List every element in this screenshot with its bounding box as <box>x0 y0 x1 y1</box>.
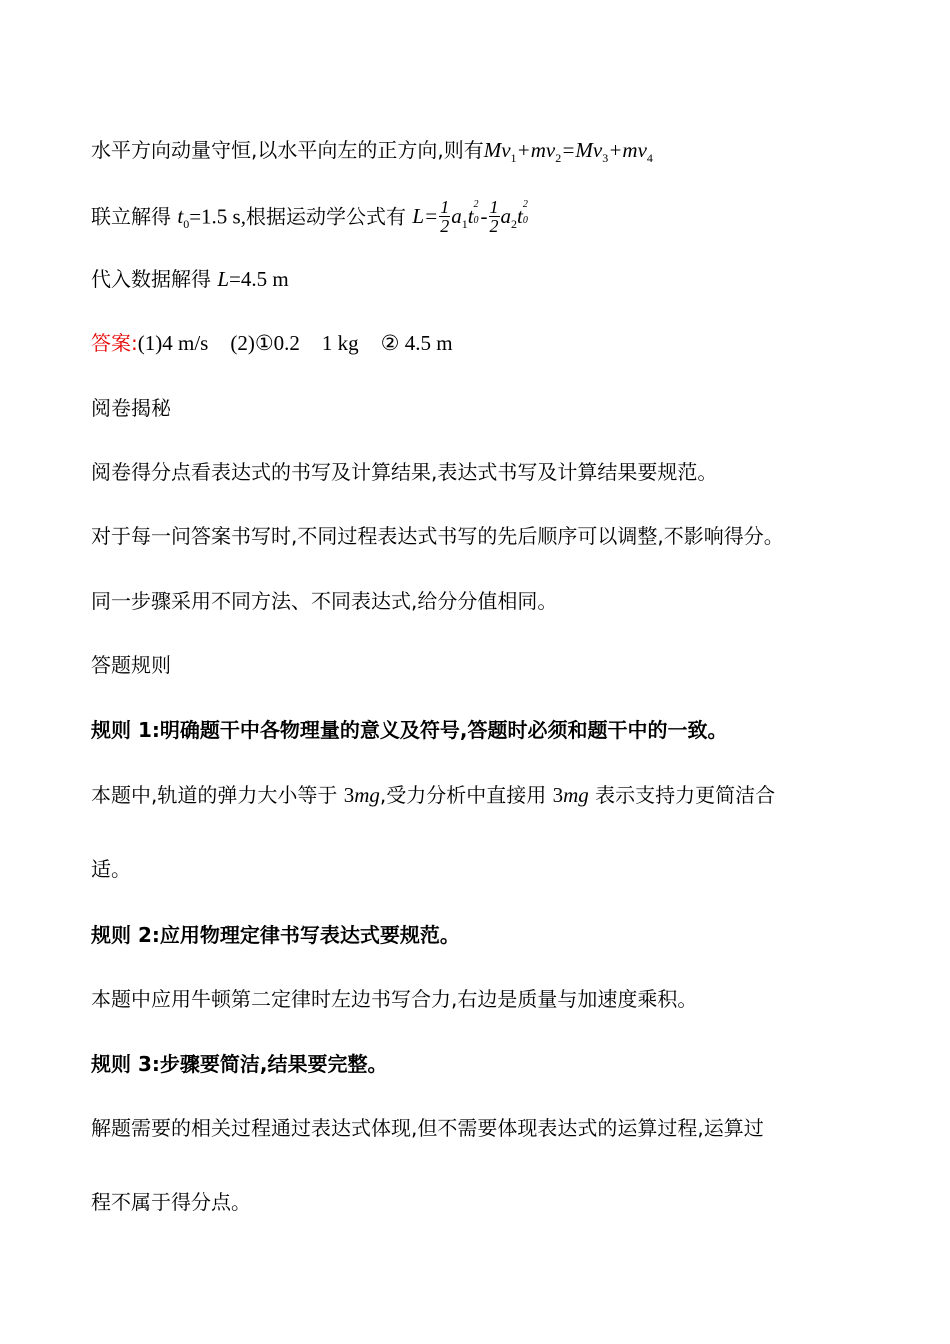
formula-momentum: $Mv_1+mv_2=Mv_3+mv_4$ <box>483 138 653 165</box>
rule-1-body-cont: 适。 <box>91 857 131 881</box>
answer-part-2: (2)①0.2 <box>230 331 300 355</box>
rule-2-heading: 规则 2:应用物理定律书写表达式要规范。 <box>91 923 460 947</box>
momentum-line <box>91 136 653 167</box>
paragraph-1: 阅卷得分点看表达式的书写及计算结果,表达式书写及计算结果要规范。 <box>91 460 718 484</box>
answer-line <box>91 329 453 357</box>
kinematics-text: 根据运动学公式有 <box>245 204 406 229</box>
answer-part-3: 1 kg <box>321 331 359 355</box>
formula-t0: $t_0$ <box>177 204 190 232</box>
substitute-line <box>91 265 289 293</box>
rule-3-body-cont: 程不属于得分点。 <box>91 1190 251 1214</box>
fraction-half-1: $\frac{1}{2}$ <box>440 197 450 236</box>
var-mg-1: mg <box>354 783 380 807</box>
rule-1-body: 本题中,轨道的弹力大小等于 3mg,受力分析中直接用 3mg 表示支持力更简洁合 <box>91 783 776 807</box>
rule-2-body: 本题中应用牛顿第二定律时左边书写合力,右边是质量与加速度乘积。 <box>91 987 698 1011</box>
momentum-text: 水平方向动量守恒,以水平向左的正方向,则有 <box>91 138 484 162</box>
substitute-text: 代入数据解得 <box>91 267 211 291</box>
paragraph-2: 对于每一问答案书写时,不同过程表达式书写的先后顺序可以调整,不影响得分。 <box>91 524 784 548</box>
heading-dati: 答题规则 <box>91 653 171 677</box>
kinematics-line <box>91 197 530 237</box>
rule-3-heading: 规则 3:步骤要简洁,结果要完整。 <box>91 1052 388 1076</box>
var-L: L <box>217 267 230 291</box>
var-mg-2: mg <box>563 783 589 807</box>
formula-L: L= $\frac{1}{2}$ $a_1t$ 2 0 - $\frac{1}{2}$ $a_2t$ 2 0 <box>412 197 528 236</box>
answer-label: 答案: <box>91 331 138 355</box>
answer-part-1: (1)4 m/s <box>137 331 209 355</box>
solve-text: 联立解得 <box>91 204 171 229</box>
t0-value: =1.5 s, <box>189 204 246 229</box>
rule-1-heading: 规则 1:明确题干中各物理量的意义及符号,答题时必须和题干中的一致。 <box>91 718 728 742</box>
rule-3-body: 解题需要的相关过程通过表达式体现,但不需要体现表达式的运算过程,运算过 <box>91 1116 764 1140</box>
fraction-half-2: $\frac{1}{2}$ <box>489 197 499 236</box>
paragraph-3: 同一步骤采用不同方法、不同表达式,给分分值相同。 <box>91 589 558 613</box>
answer-part-4: ② 4.5 m <box>380 331 453 355</box>
L-value: =4.5 m <box>229 267 289 291</box>
heading-yuejuan: 阅卷揭秘 <box>91 396 171 420</box>
